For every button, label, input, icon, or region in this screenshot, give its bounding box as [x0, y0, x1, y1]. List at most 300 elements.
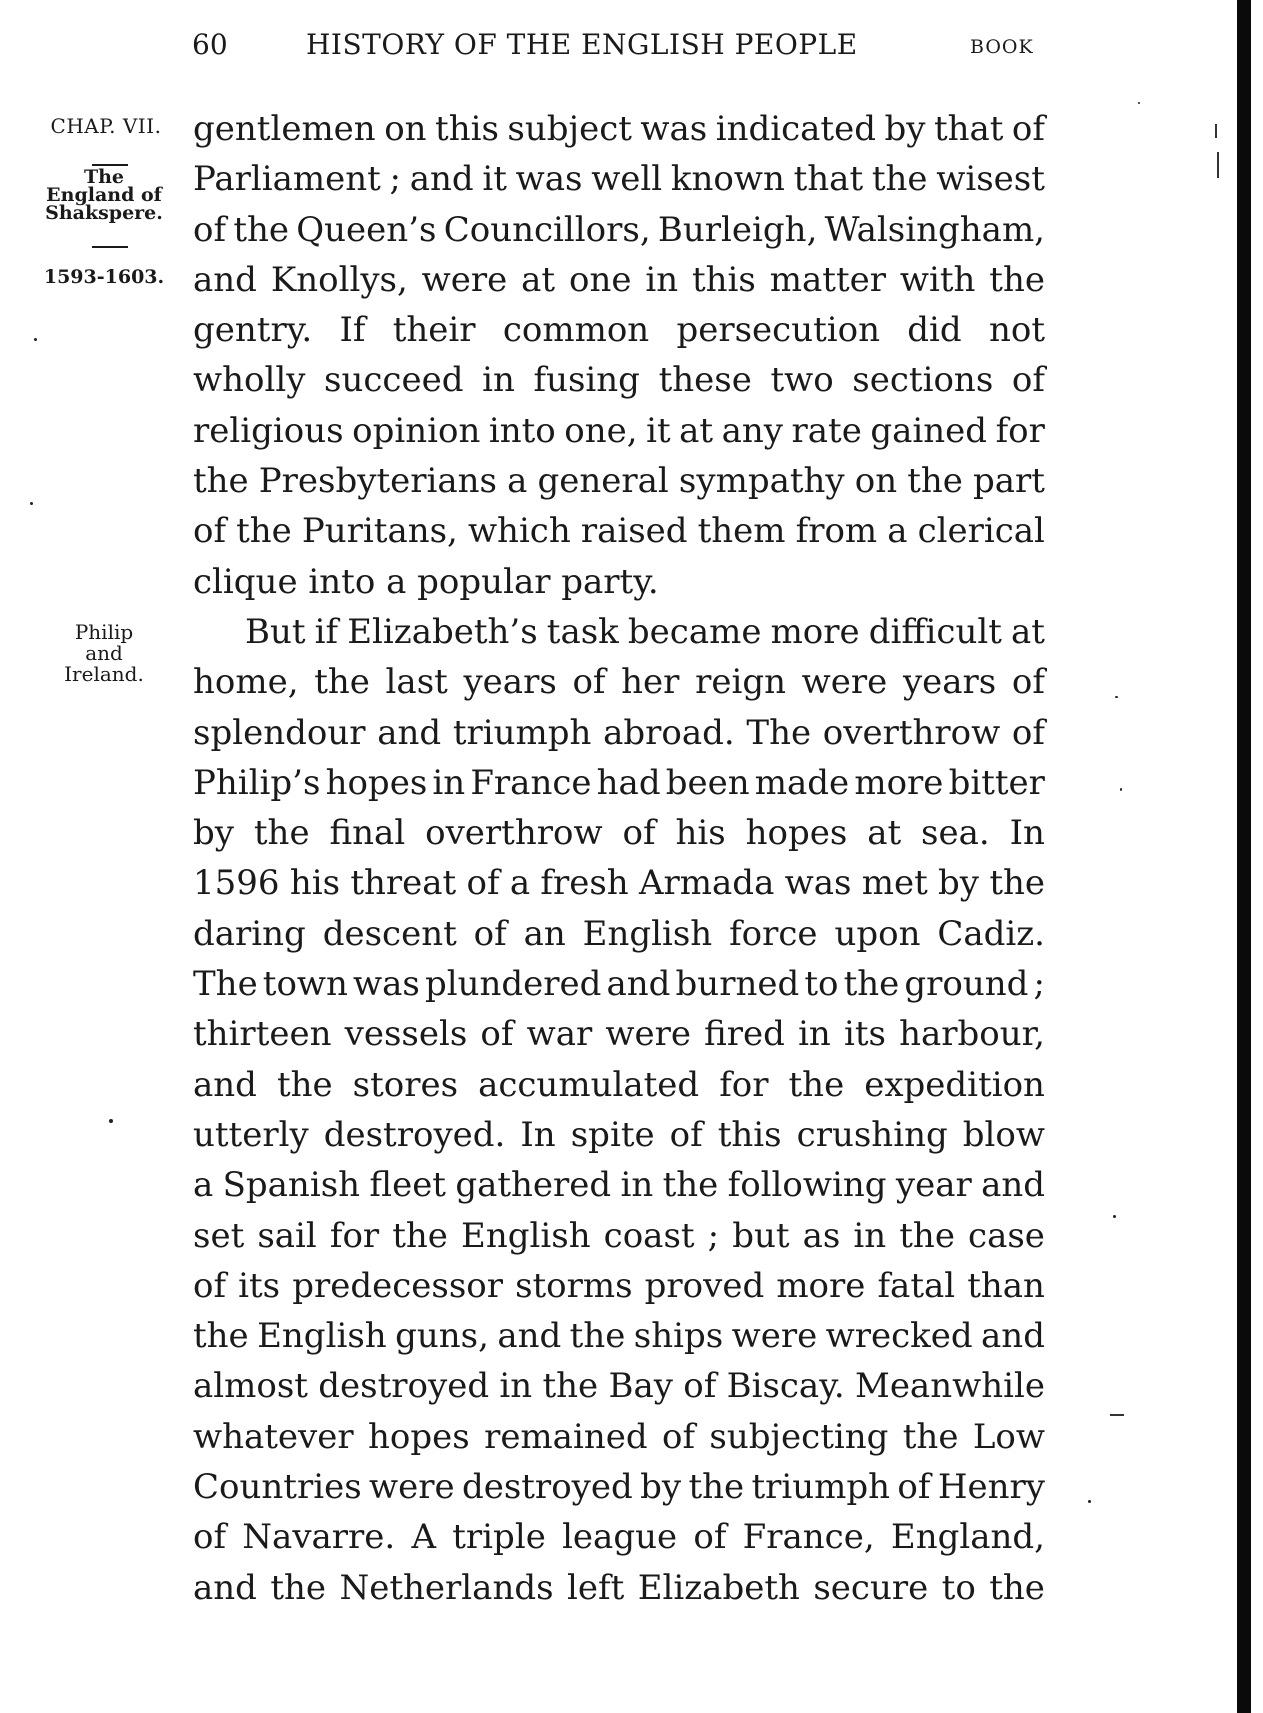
word: force	[729, 913, 818, 954]
word: In	[520, 1114, 556, 1155]
word: in	[432, 762, 466, 803]
word: bitter	[948, 762, 1045, 803]
text-line	[193, 1512, 1045, 1562]
word: descent	[322, 913, 457, 954]
word: subjecting	[709, 1416, 889, 1457]
text-line	[193, 104, 1045, 154]
word: But	[245, 611, 306, 652]
word: and	[606, 964, 671, 1005]
word: of	[193, 1265, 227, 1306]
scan-speck	[1088, 1500, 1091, 1503]
word: Bay	[608, 1366, 673, 1407]
word: in	[798, 1014, 831, 1055]
word: more	[776, 1265, 866, 1306]
word: these	[658, 360, 752, 401]
word: which	[467, 511, 571, 552]
word: with	[899, 259, 976, 300]
word: gathered	[455, 1165, 612, 1206]
word: the	[253, 813, 310, 854]
scan-speck	[109, 1119, 113, 1123]
word: the	[314, 662, 370, 703]
word: clerical	[917, 511, 1045, 552]
text-line	[193, 1211, 1045, 1261]
word: an	[523, 913, 566, 954]
word: the	[688, 1467, 745, 1508]
word: coast	[603, 1215, 695, 1256]
word: years	[463, 662, 557, 703]
word: this	[717, 1114, 782, 1155]
word: at	[521, 259, 556, 300]
word: Elizabeth’s	[347, 611, 538, 652]
text-line	[193, 406, 1045, 456]
word: by	[193, 813, 234, 854]
word: fired	[704, 1014, 785, 1055]
section-margin-note	[34, 622, 174, 685]
word: the	[989, 1567, 1045, 1608]
word: ;	[389, 159, 402, 200]
word: In	[1009, 813, 1045, 854]
word: Puritans,	[301, 511, 458, 552]
word: sympathy	[678, 461, 845, 502]
word: fresh	[540, 863, 629, 904]
running-header	[0, 28, 1263, 68]
word: were	[368, 1467, 455, 1508]
word: the	[662, 1165, 719, 1206]
word: this	[435, 109, 499, 149]
word: and	[981, 1165, 1045, 1206]
word: home,	[193, 662, 299, 703]
word: sea.	[921, 813, 990, 854]
word: sections	[852, 360, 994, 401]
word: triumph	[751, 1467, 891, 1508]
word: the	[193, 461, 249, 502]
word: persecution	[676, 310, 881, 351]
word: on	[384, 109, 427, 149]
word: of	[622, 813, 656, 854]
word: were	[605, 1014, 691, 1055]
word: the	[569, 1316, 626, 1357]
scan-speck	[1120, 788, 1122, 791]
word: not	[988, 310, 1045, 351]
word: rate	[791, 410, 862, 451]
word: was	[640, 109, 708, 149]
word: gentlemen	[193, 109, 376, 149]
word: hopes	[368, 1416, 470, 1457]
word: by	[640, 1467, 682, 1508]
word: proved	[644, 1265, 765, 1306]
word: it	[646, 410, 671, 451]
word: following	[727, 1165, 887, 1206]
word: task	[546, 611, 619, 652]
word: Netherlands	[339, 1567, 554, 1608]
word: at	[867, 813, 902, 854]
word: into	[488, 410, 556, 451]
word: the	[542, 1366, 599, 1407]
word: destroyed.	[323, 1114, 506, 1155]
word: one,	[564, 410, 638, 451]
word: the	[843, 964, 900, 1005]
topic-line: England of	[46, 184, 162, 206]
word: whatever	[193, 1416, 354, 1457]
text-line: clique into a popular party.	[193, 561, 659, 602]
word: Biscay.	[726, 1366, 845, 1407]
word: and	[193, 259, 257, 300]
word: than	[967, 1265, 1045, 1306]
word: town	[262, 964, 348, 1005]
word: thirteen	[193, 1014, 332, 1055]
word: wisest	[936, 159, 1045, 200]
word: if	[314, 611, 339, 652]
word: of	[693, 1517, 727, 1558]
word: Queen’s	[296, 209, 437, 250]
word: crushing	[796, 1114, 948, 1155]
word: of	[193, 1517, 227, 1558]
word: The	[746, 712, 812, 753]
word: last	[385, 662, 448, 703]
word: ships	[633, 1316, 724, 1357]
word: succeed	[324, 360, 464, 401]
word: burned	[675, 964, 800, 1005]
word: general	[537, 461, 669, 502]
word: one	[568, 259, 632, 300]
text-line	[193, 1563, 1045, 1613]
text-line	[193, 909, 1045, 959]
word: common	[502, 310, 650, 351]
word: overthrow	[425, 813, 603, 854]
word: this	[692, 259, 756, 300]
text-line	[193, 758, 1045, 808]
word: If	[339, 310, 366, 351]
text-line	[193, 1311, 1045, 1361]
word: the	[193, 1316, 249, 1357]
word: was	[784, 863, 852, 904]
word: were	[731, 1316, 818, 1357]
word: of	[1011, 109, 1045, 149]
text-line	[193, 506, 1045, 556]
word: more	[854, 762, 944, 803]
word: for	[719, 1064, 769, 1105]
chapter-margin-note: CHAP. VII.	[50, 114, 162, 138]
word: of	[473, 913, 507, 954]
word: any	[721, 410, 783, 451]
word: and	[377, 712, 442, 753]
word: in	[645, 259, 679, 300]
topic-line: Shakspere.	[45, 202, 163, 224]
section-line: Philip	[74, 620, 134, 644]
word: year	[895, 1165, 972, 1206]
word: guns,	[395, 1316, 489, 1357]
word: had	[596, 762, 661, 803]
word: to	[941, 1567, 976, 1608]
word: English	[257, 1316, 387, 1357]
scan-speck	[1113, 1215, 1116, 1218]
word: Spanish	[222, 1165, 361, 1206]
word: of	[683, 1366, 717, 1407]
word: Meanwhile	[855, 1366, 1045, 1407]
word: France,	[742, 1517, 875, 1558]
word: spite	[570, 1114, 655, 1155]
word: two	[770, 360, 834, 401]
word: of	[193, 511, 227, 552]
scan-mark	[1215, 124, 1217, 138]
word: that	[933, 109, 1004, 149]
section-line: and	[85, 641, 123, 665]
word: was	[353, 964, 420, 1005]
word: war	[526, 1014, 593, 1055]
scan-mark	[1110, 1414, 1124, 1416]
word: well	[591, 159, 663, 200]
word: the	[236, 511, 292, 552]
word: threat	[350, 863, 457, 904]
body-text	[193, 104, 1045, 1613]
word: fusing	[533, 360, 640, 401]
word: Cadiz.	[937, 913, 1045, 954]
text-line	[193, 456, 1045, 506]
scan-speck	[1138, 102, 1140, 104]
word: of	[1011, 662, 1045, 703]
word: of	[572, 662, 606, 703]
word: in	[853, 1215, 887, 1256]
scan-speck	[30, 502, 33, 505]
word: Walsingham,	[824, 209, 1045, 250]
word: Low	[972, 1416, 1045, 1457]
word: the	[392, 1215, 448, 1256]
word: the	[989, 863, 1045, 904]
word: from	[795, 511, 878, 552]
word: sail	[257, 1215, 317, 1256]
word: were	[801, 662, 888, 703]
text-line	[193, 607, 1045, 657]
word: it	[482, 159, 507, 200]
word: accumulated	[478, 1064, 700, 1105]
word: ;	[707, 1215, 720, 1256]
word: its	[238, 1265, 281, 1306]
text-line	[193, 959, 1045, 1009]
word: been	[665, 762, 750, 803]
topic-line: The	[83, 166, 125, 188]
word: reign	[695, 662, 787, 703]
word: the	[788, 1064, 845, 1105]
word: and	[981, 1316, 1045, 1357]
section-line: Ireland.	[64, 662, 144, 686]
word: of	[480, 1014, 514, 1055]
word: and	[409, 159, 474, 200]
word: ;	[1033, 964, 1045, 1005]
word: harbour,	[899, 1014, 1045, 1055]
word: difficult	[868, 611, 1002, 652]
word: to	[804, 964, 839, 1005]
word: splendour	[193, 712, 366, 753]
word: France	[470, 762, 592, 803]
word: by	[884, 109, 926, 149]
word: Henry	[937, 1467, 1045, 1508]
text-line	[193, 808, 1045, 858]
text-line	[193, 305, 1045, 355]
word: the	[989, 259, 1045, 300]
word: at	[679, 410, 714, 451]
word: of	[661, 1416, 696, 1457]
word: of	[1011, 712, 1045, 753]
word: 1596	[193, 863, 280, 904]
word: the	[899, 1215, 955, 1256]
word: known	[670, 159, 785, 200]
word: her	[621, 662, 680, 703]
word: a	[507, 461, 528, 502]
word: his	[675, 813, 726, 854]
word: at	[1011, 611, 1045, 652]
word: Parliament	[193, 159, 381, 200]
word: them	[697, 511, 786, 552]
text-line	[193, 1110, 1045, 1160]
scan-speck	[1115, 696, 1118, 698]
word: of	[466, 863, 500, 904]
word: opinion	[352, 410, 481, 451]
word: made	[754, 762, 850, 803]
word: overthrow	[822, 712, 1001, 753]
word: religious	[193, 410, 344, 451]
word: of	[193, 209, 227, 250]
word: abroad.	[603, 712, 735, 753]
word: its	[843, 1014, 886, 1055]
word: left	[567, 1567, 625, 1608]
word: utterly	[193, 1114, 309, 1155]
word: by	[938, 863, 980, 904]
word: blow	[962, 1114, 1045, 1155]
text-line	[193, 1261, 1045, 1311]
word: gentry.	[193, 310, 313, 351]
book-label: BOOK	[970, 36, 1034, 58]
word: wrecked	[825, 1316, 973, 1357]
word: of	[897, 1467, 931, 1508]
word: became	[627, 611, 762, 652]
scan-mark	[1217, 152, 1219, 178]
word: and	[193, 1567, 257, 1608]
text-line	[193, 1361, 1045, 1411]
page-edge-bar	[1237, 0, 1251, 1713]
word: case	[968, 1215, 1045, 1256]
word: more	[770, 611, 860, 652]
word: predecessor	[292, 1265, 503, 1306]
text-line	[193, 858, 1045, 908]
word: but	[732, 1215, 790, 1256]
word: league	[562, 1517, 678, 1558]
word: and	[497, 1316, 562, 1357]
word: Philip’s	[193, 762, 321, 803]
word: Burleigh,	[657, 209, 818, 250]
word: upon	[834, 913, 921, 954]
text-line	[193, 255, 1045, 305]
word: destroyed	[461, 1467, 633, 1508]
text-line	[193, 1462, 1045, 1512]
text-line	[193, 1009, 1045, 1059]
word: hopes	[325, 762, 428, 803]
text-line	[193, 1412, 1045, 1462]
word: matter	[769, 259, 886, 300]
word: on	[854, 461, 898, 502]
word: a	[509, 863, 531, 904]
word: of	[669, 1114, 703, 1155]
word: set	[193, 1215, 245, 1256]
word: did	[907, 310, 962, 351]
word: years	[902, 662, 997, 703]
word: The	[193, 964, 258, 1005]
word: a	[193, 1165, 214, 1206]
word: Navarre.	[242, 1517, 396, 1558]
word: for	[995, 410, 1045, 451]
word: of	[1011, 360, 1045, 401]
word: Armada	[638, 863, 775, 904]
word: that	[793, 159, 864, 200]
word: plundered	[424, 964, 602, 1005]
scan-speck	[34, 338, 37, 341]
word: destroyed	[318, 1366, 490, 1407]
word: was	[515, 159, 583, 200]
word: Presbyterians	[258, 461, 497, 502]
word: the	[871, 159, 928, 200]
word: their	[392, 310, 476, 351]
word: expedition	[864, 1064, 1045, 1105]
word: gained	[870, 410, 988, 451]
margin-rule	[92, 246, 128, 248]
date-margin-note: 1593-1603.	[43, 266, 165, 288]
word: English	[582, 913, 713, 954]
text-line	[193, 657, 1045, 707]
word: the	[276, 1064, 333, 1105]
word: almost	[193, 1366, 308, 1407]
word: England,	[890, 1517, 1045, 1558]
word: storms	[515, 1265, 633, 1306]
word: vessels	[344, 1014, 468, 1055]
word: the	[907, 461, 963, 502]
word: final	[329, 813, 406, 854]
word: Councillors,	[443, 209, 651, 250]
word: fatal	[877, 1265, 956, 1306]
word: and	[193, 1064, 257, 1105]
word: wholly	[193, 360, 306, 401]
word: in	[499, 1366, 533, 1407]
word: ground	[904, 964, 1029, 1005]
word: in	[482, 360, 515, 401]
word: for	[329, 1215, 380, 1256]
text-line	[193, 355, 1045, 405]
word: English	[461, 1215, 591, 1256]
text-line	[193, 205, 1045, 255]
word: triumph	[452, 712, 592, 753]
word: subject	[507, 109, 632, 149]
text-line	[193, 1160, 1045, 1210]
word: secure	[813, 1567, 929, 1608]
word: the	[902, 1416, 959, 1457]
word: raised	[580, 511, 688, 552]
word: A	[411, 1517, 437, 1558]
word: fleet	[369, 1165, 446, 1206]
word: a	[887, 511, 908, 552]
word: as	[802, 1215, 841, 1256]
word: the	[270, 1567, 327, 1608]
word: stores	[352, 1064, 459, 1105]
word: indicated	[715, 109, 876, 149]
text-line	[193, 708, 1045, 758]
page-number: 60	[192, 28, 228, 61]
word: his	[289, 863, 341, 904]
word: met	[861, 863, 928, 904]
word: Knollys,	[270, 259, 408, 300]
topic-margin-note	[34, 168, 174, 222]
text-line	[193, 154, 1045, 204]
word: remained	[484, 1416, 648, 1457]
text-line	[193, 1060, 1045, 1110]
word: hopes	[745, 813, 848, 854]
